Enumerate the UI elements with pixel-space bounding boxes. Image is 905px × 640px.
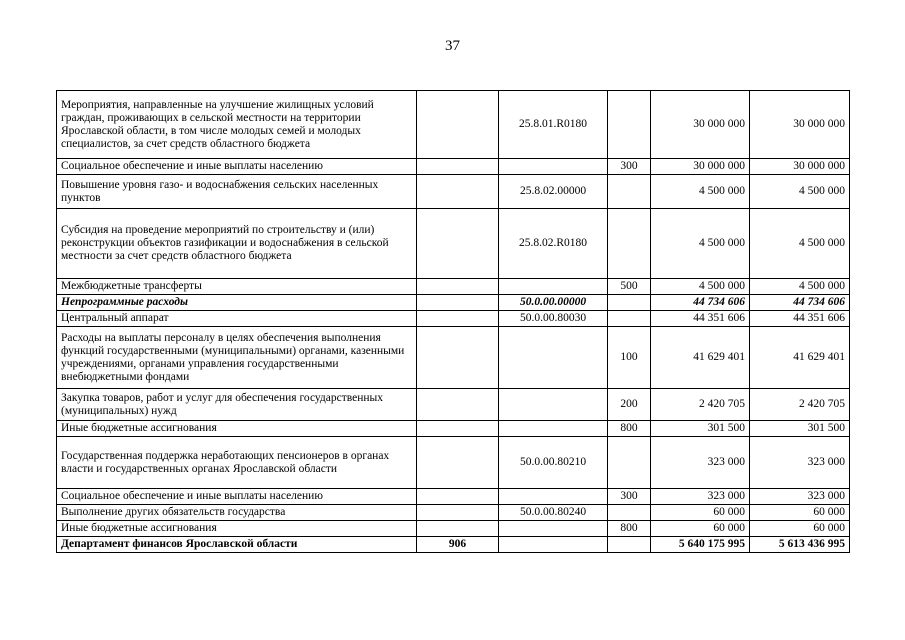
row-amount-year-1: 5 640 175 995: [651, 537, 750, 553]
table-row: [57, 295, 850, 311]
row-department-code: [417, 389, 499, 421]
table-row: [57, 489, 850, 505]
row-department-code: [417, 279, 499, 295]
row-expense-type: [608, 537, 651, 553]
row-target-article: [499, 327, 608, 389]
table-row: [57, 537, 850, 553]
row-expense-type: 500: [608, 279, 651, 295]
row-expense-type: 200: [608, 389, 651, 421]
row-target-article: 50.0.00.80030: [499, 311, 608, 327]
row-amount-year-1: 301 500: [651, 421, 750, 437]
row-target-article: [499, 489, 608, 505]
row-target-article: [499, 159, 608, 175]
row-expense-type: 300: [608, 159, 651, 175]
row-amount-year-1: 4 500 000: [651, 279, 750, 295]
row-amount-year-2: 30 000 000: [750, 91, 850, 159]
row-name: Повышение уровня газо- и водоснабжения сельских населенных пунктов: [57, 175, 417, 209]
row-department-code: [417, 295, 499, 311]
row-name: Расходы на выплаты персоналу в целях обеспечения выполнения функций государственными (муниципальными) органами, казенными учреждениями, органами управления государственными внебюджетными фондами: [57, 327, 417, 389]
row-amount-year-1: 60 000: [651, 521, 750, 537]
row-target-article: 50.0.00.00000: [499, 295, 608, 311]
row-expense-type: [608, 505, 651, 521]
row-target-article: 25.8.01.R0180: [499, 91, 608, 159]
row-amount-year-2: 2 420 705: [750, 389, 850, 421]
row-department-code: [417, 489, 499, 505]
row-target-article: 50.0.00.80240: [499, 505, 608, 521]
row-department-code: [417, 505, 499, 521]
table-row: [57, 389, 850, 421]
table-row: [57, 437, 850, 489]
row-name: Мероприятия, направленные на улучшение жилищных условий граждан, проживающих в сельской местности на территории Ярославской области, в том числе молодых семей и молодых специалистов, за счет средств областного бюджета: [57, 91, 417, 159]
row-name: Непрограммные расходы: [57, 295, 417, 311]
page-number: 37: [445, 38, 460, 54]
table-row: [57, 175, 850, 209]
row-department-code: 906: [417, 537, 499, 553]
row-amount-year-1: 4 500 000: [651, 209, 750, 279]
row-target-article: [499, 389, 608, 421]
row-target-article: [499, 279, 608, 295]
row-department-code: [417, 209, 499, 279]
row-amount-year-2: 323 000: [750, 437, 850, 489]
row-name: Межбюджетные трансферты: [57, 279, 417, 295]
row-amount-year-1: 60 000: [651, 505, 750, 521]
row-expense-type: 100: [608, 327, 651, 389]
row-department-code: [417, 437, 499, 489]
row-amount-year-2: 323 000: [750, 489, 850, 505]
row-department-code: [417, 421, 499, 437]
row-name: Иные бюджетные ассигнования: [57, 521, 417, 537]
row-amount-year-1: 323 000: [651, 489, 750, 505]
table-row: [57, 91, 850, 159]
row-expense-type: 800: [608, 421, 651, 437]
row-target-article: 50.0.00.80210: [499, 437, 608, 489]
table-row: [57, 311, 850, 327]
row-expense-type: [608, 175, 651, 209]
row-department-code: [417, 311, 499, 327]
row-department-code: [417, 521, 499, 537]
row-amount-year-1: 323 000: [651, 437, 750, 489]
table-row: [57, 327, 850, 389]
row-amount-year-1: 41 629 401: [651, 327, 750, 389]
row-amount-year-2: 301 500: [750, 421, 850, 437]
table-row: [57, 421, 850, 437]
row-amount-year-2: 41 629 401: [750, 327, 850, 389]
row-target-article: [499, 521, 608, 537]
table-row: [57, 279, 850, 295]
row-name: Социальное обеспечение и иные выплаты населению: [57, 489, 417, 505]
table-row: [57, 521, 850, 537]
row-target-article: [499, 537, 608, 553]
row-department-code: [417, 159, 499, 175]
row-department-code: [417, 175, 499, 209]
row-amount-year-2: 4 500 000: [750, 279, 850, 295]
row-amount-year-2: 60 000: [750, 521, 850, 537]
row-name: Социальное обеспечение и иные выплаты населению: [57, 159, 417, 175]
row-expense-type: [608, 209, 651, 279]
row-name: Субсидия на проведение мероприятий по строительству и (или) реконструкции объектов газификации и водоснабжения в сельской местности за счет средств областного бюджета: [57, 209, 417, 279]
budget-table-body: [57, 91, 850, 553]
budget-table: [56, 90, 850, 553]
row-expense-type: [608, 437, 651, 489]
row-amount-year-2: 44 734 606: [750, 295, 850, 311]
row-name: Иные бюджетные ассигнования: [57, 421, 417, 437]
row-name: Центральный аппарат: [57, 311, 417, 327]
row-amount-year-1: 2 420 705: [651, 389, 750, 421]
row-amount-year-1: 30 000 000: [651, 159, 750, 175]
row-amount-year-1: 30 000 000: [651, 91, 750, 159]
row-name: Закупка товаров, работ и услуг для обеспечения государственных (муниципальных) нужд: [57, 389, 417, 421]
row-amount-year-2: 44 351 606: [750, 311, 850, 327]
row-expense-type: 800: [608, 521, 651, 537]
row-amount-year-1: 44 734 606: [651, 295, 750, 311]
row-target-article: 25.8.02.00000: [499, 175, 608, 209]
row-expense-type: [608, 311, 651, 327]
row-name: Выполнение других обязательств государства: [57, 505, 417, 521]
row-amount-year-2: 30 000 000: [750, 159, 850, 175]
row-amount-year-2: 60 000: [750, 505, 850, 521]
row-name: Государственная поддержка неработающих пенсионеров в органах власти и государственных органах Ярославской области: [57, 437, 417, 489]
row-amount-year-1: 4 500 000: [651, 175, 750, 209]
row-expense-type: [608, 91, 651, 159]
row-amount-year-2: 4 500 000: [750, 209, 850, 279]
row-amount-year-2: 5 613 436 995: [750, 537, 850, 553]
row-name: Департамент финансов Ярославской области: [57, 537, 417, 553]
row-department-code: [417, 91, 499, 159]
row-amount-year-1: 44 351 606: [651, 311, 750, 327]
row-department-code: [417, 327, 499, 389]
table-row: [57, 505, 850, 521]
row-expense-type: [608, 295, 651, 311]
row-expense-type: 300: [608, 489, 651, 505]
table-row: [57, 159, 850, 175]
row-target-article: [499, 421, 608, 437]
row-amount-year-2: 4 500 000: [750, 175, 850, 209]
row-target-article: 25.8.02.R0180: [499, 209, 608, 279]
table-row: [57, 209, 850, 279]
